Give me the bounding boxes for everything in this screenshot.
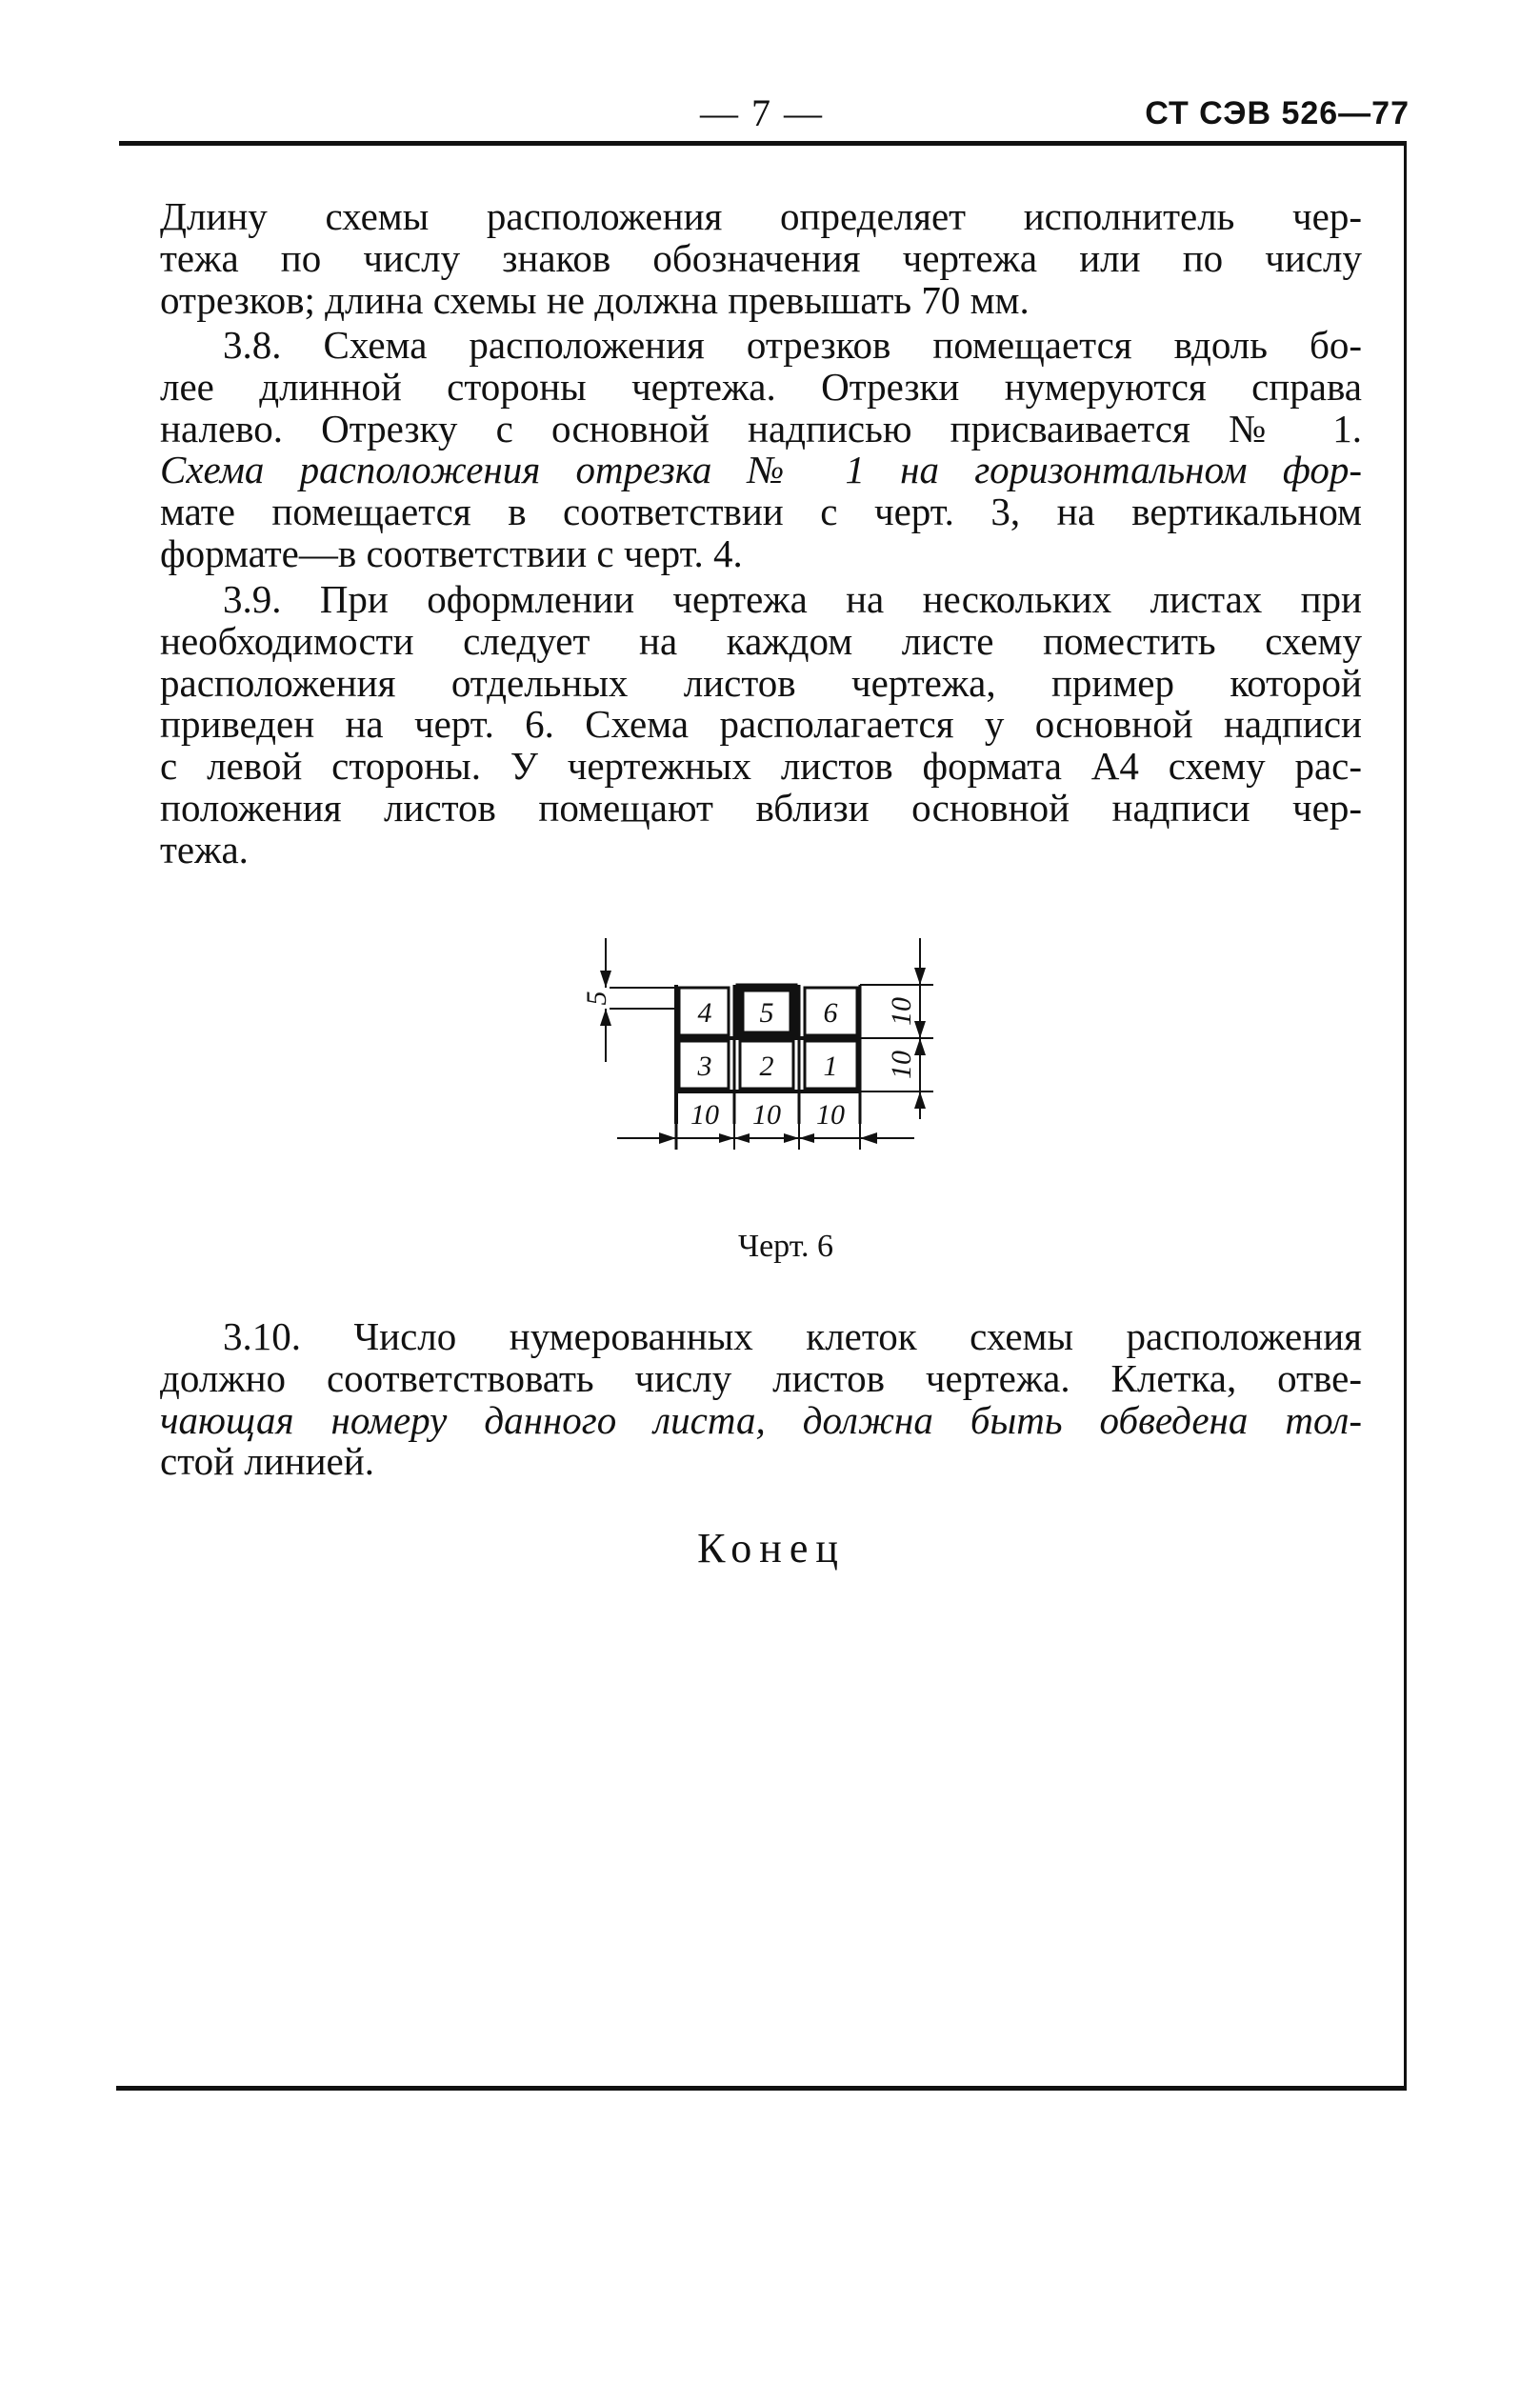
end-marker: Конец [697, 1525, 846, 1572]
text-line-italic: чающая номеру данного листа, должна быть обведена тол- [160, 1397, 1362, 1442]
arrowhead [784, 1133, 799, 1143]
text-line: отрезков; длина схемы не должна превышать 70 мм. [160, 277, 1030, 322]
header-rule [119, 141, 1407, 146]
text-line-italic: Схема расположения отрезка № 1 на горизонтальном фор- [160, 448, 1362, 492]
arrowhead [799, 1133, 814, 1143]
text-line: должно соответствовать числу листов чертежа. Клетка, отве- [160, 1355, 1362, 1400]
cell-label: 6 [823, 997, 838, 1029]
highlighted-cell-label: 5 [759, 997, 774, 1029]
cell-label: 3 [697, 1051, 712, 1082]
text-line: стой линией. [160, 1439, 374, 1484]
text-line: необходимости следует на каждом листе поместить схему [160, 618, 1362, 663]
dimension-label: 10 [886, 997, 917, 1026]
text-line: положения листов помещают вблизи основной надписи чер- [160, 785, 1362, 830]
figure-caption: Черт. 6 [737, 1229, 834, 1264]
text-line: 3.9. При оформлении чертежа на нескольких листах при [223, 577, 1362, 621]
cell-label: 2 [759, 1051, 774, 1082]
page-number: — 7 — [700, 91, 824, 134]
text-line: тежа. [160, 827, 249, 871]
text-line: лее длинной стороны чертежа. Отрезки нумеруются справа [160, 364, 1362, 409]
arrowhead [734, 1133, 750, 1143]
arrowhead [914, 1091, 926, 1109]
dimension-label: 10 [690, 1099, 719, 1131]
arrowhead [600, 971, 611, 988]
text-line: приведен на черт. 6. Схема располагается у основной надписи [160, 702, 1362, 747]
page-frame-bottom [116, 2086, 1407, 2091]
dimension-label: 10 [816, 1099, 845, 1131]
text-line: 3.8. Схема расположения отрезков помещается вдоль бо- [223, 323, 1362, 367]
dimension-label: 10 [886, 1051, 917, 1079]
text-line: мате помещается в соответствии с черт. 3, на вертикальном [160, 490, 1362, 534]
text-line: расположения отдельных листов чертежа, пример которой [160, 660, 1362, 705]
arrowhead [659, 1132, 676, 1144]
cell-label: 4 [697, 997, 712, 1029]
paragraph-3-8 [160, 325, 1362, 575]
paragraph-continuation [160, 196, 1362, 321]
page-frame-right [1404, 143, 1407, 2091]
text-line: Длину схемы расположения определяет исполнитель чер- [160, 194, 1362, 238]
paragraph-3-9 [160, 579, 1362, 871]
arrowhead [914, 968, 926, 985]
cell-label: 1 [823, 1051, 838, 1082]
arrowhead [860, 1132, 877, 1144]
arrowhead [600, 1009, 611, 1026]
text-line: тежа по числу знаков обозначения чертежа или по числу [160, 235, 1362, 280]
text-line: формате—в соответствии с черт. 4. [160, 531, 743, 575]
dimension-label: 10 [752, 1099, 781, 1131]
arrowhead [719, 1133, 734, 1143]
dimension-label: 5 [581, 991, 612, 1006]
paragraph-3-10 [160, 1316, 1362, 1483]
sheet-layout-diagram [533, 929, 971, 1214]
text-line: 3.10. Число нумерованных клеток схемы расположения [223, 1314, 1362, 1358]
standard-id: СТ СЭВ 526—77 [1145, 95, 1410, 131]
text-line: налево. Отрезку с основной надписью присваивается № 1. [160, 406, 1362, 451]
text-line: с левой стороны. У чертежных листов формата А4 схему рас- [160, 744, 1362, 789]
